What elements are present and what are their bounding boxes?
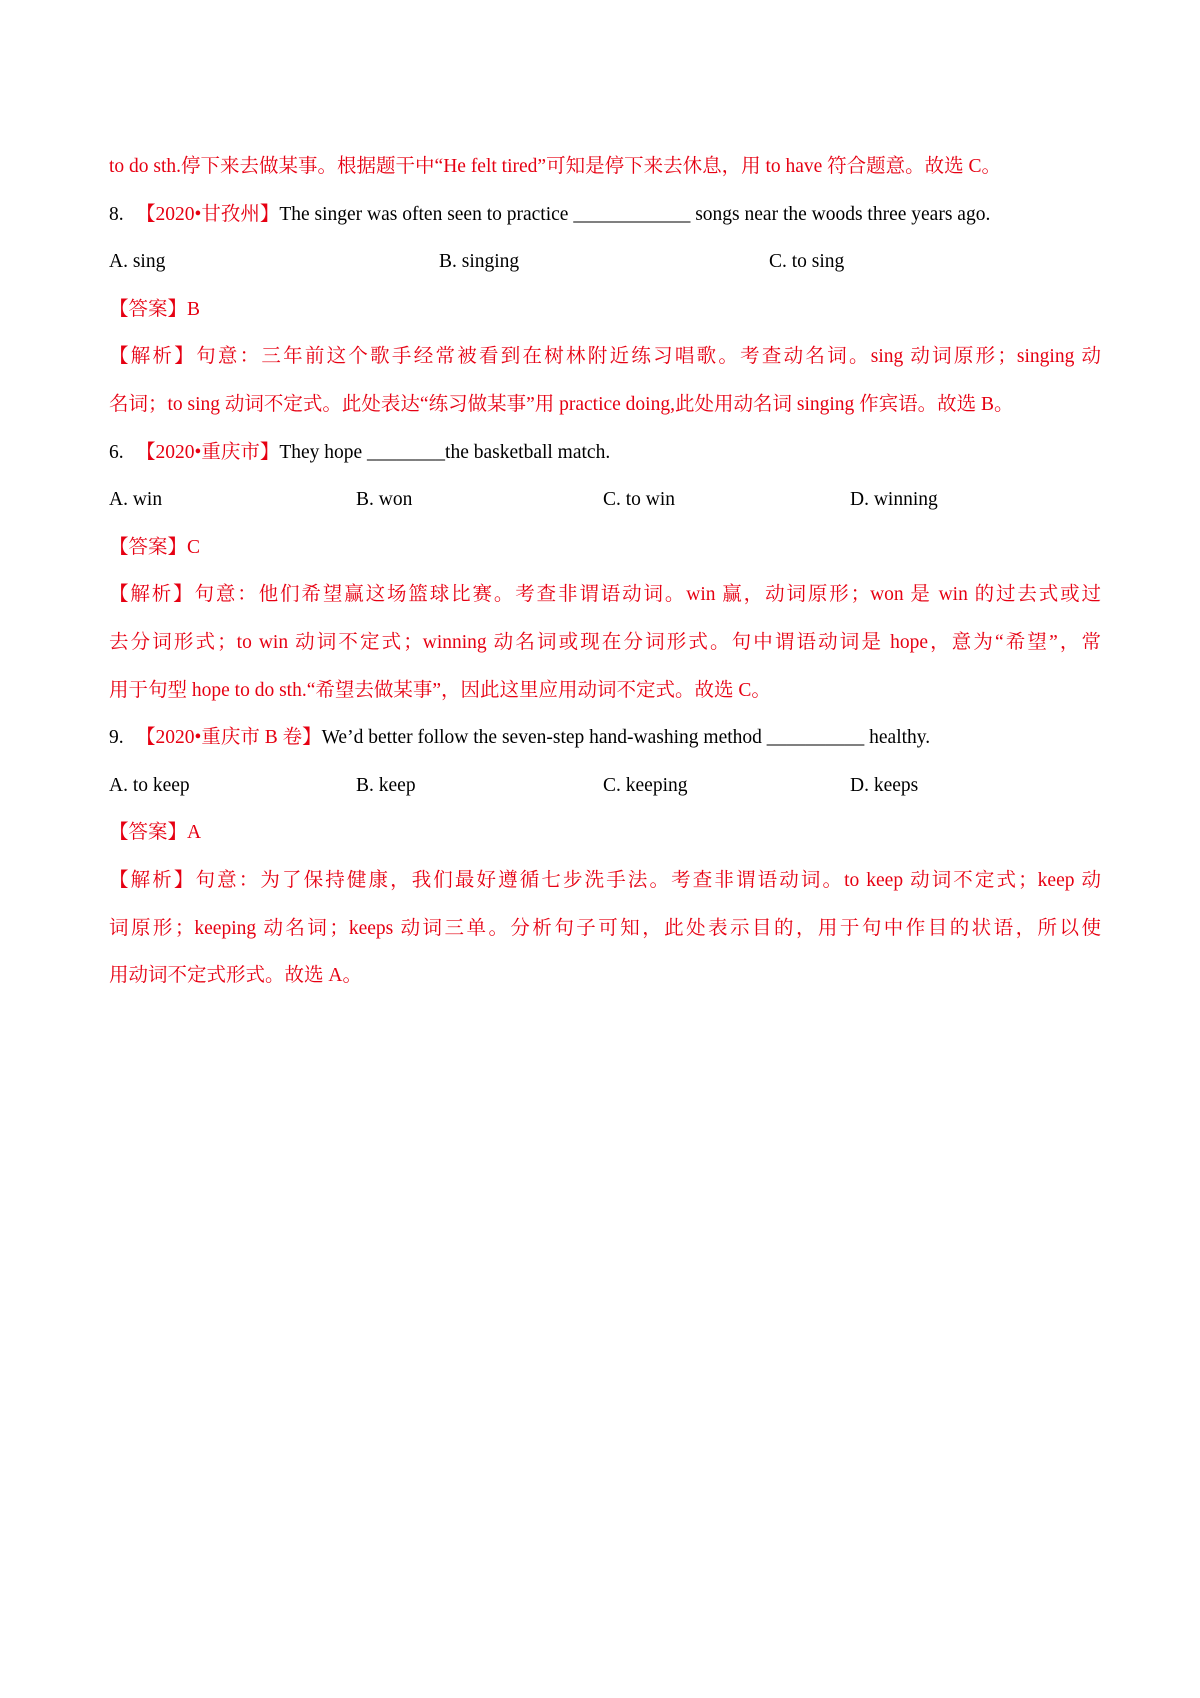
question-6-analysis-line-1 [109, 571, 1101, 619]
question-6-stem [109, 429, 1101, 477]
question-9-answer [109, 809, 1101, 857]
question-9-stem [109, 714, 1101, 762]
option-d: D. winning [850, 489, 938, 511]
question-6-analysis-line-3: 用于句型 hope to do sth.“希望去做某事”，因此这里应用动词不定式。故选 C。 [109, 679, 771, 701]
option-b: B. singing [439, 251, 520, 273]
question-number: 8. [109, 203, 124, 225]
option-d: D. keeps [850, 774, 919, 796]
question-number: 6. [109, 441, 124, 463]
answer-value: A [187, 822, 202, 844]
question-6-options [109, 476, 1101, 524]
question-9-analysis-line-1 [109, 857, 1101, 905]
question-9-analysis-line-2: 词原形；keeping 动名词；keeps 动词三单。分析句子可知，此处表示目的，用于句中作目的状语，所以使 [109, 917, 1101, 939]
question-text: The singer was often seen to practice ____________ songs near the woods three years ago. [279, 203, 991, 225]
analysis-text: 句意：他们希望赢这场篮球比赛。考查非谓语动词。win 赢，动词原形；won 是 win 的过去式或过 [194, 584, 1101, 606]
question-9-options [109, 762, 1101, 810]
question-8-stem [109, 191, 1101, 239]
question-number: 9. [109, 727, 124, 749]
question-source: 【2020•甘孜州】 [136, 203, 280, 225]
analysis-text: 句意：三年前这个歌手经常被看到在树林附近练习唱歌。考查动名词。sing 动词原形；singing 动 [196, 346, 1101, 368]
option-c: C. keeping [603, 774, 688, 796]
question-6-answer [109, 524, 1101, 572]
question-text: We’d better follow the seven-step hand-washing method __________ healthy. [321, 727, 931, 749]
option-a: A. win [109, 489, 163, 511]
question-source: 【2020•重庆市 B 卷】 [136, 727, 322, 749]
question-8-analysis-line-1 [109, 333, 1101, 381]
option-b: B. keep [356, 774, 416, 796]
question-9-analysis-line-3: 用动词不定式形式。故选 A。 [109, 965, 362, 987]
analysis-label: 【解析】 [109, 584, 195, 606]
answer-value: C [187, 536, 201, 558]
option-b: B. won [356, 489, 413, 511]
analysis-label: 【解析】 [109, 346, 197, 368]
document-page [109, 143, 1101, 1000]
analysis-label: 【解析】 [109, 869, 196, 891]
question-8-analysis-line-2: 名词；to sing 动词不定式。此处表达“练习做某事”用 practice doing,此处用动名词 singing 作宾语。故选 B。 [109, 393, 1014, 415]
answer-value: B [187, 298, 201, 320]
option-a: A. sing [109, 251, 166, 273]
question-source: 【2020•重庆市】 [136, 441, 280, 463]
answer-label: 【答案】 [109, 822, 188, 844]
question-text: They hope ________the basketball match. [279, 441, 611, 463]
analysis-text: 句意：为了保持健康，我们最好遵循七步洗手法。考查非谓语动词。to keep 动词不定式；keep 动 [195, 869, 1101, 891]
previous-analysis-continuation: to do sth.停下来去做某事。根据题干中“He felt tired”可知是停下来去休息，用 to have 符合题意。故选 C。 [109, 156, 1002, 177]
question-8-options [109, 238, 1101, 286]
answer-label: 【答案】 [109, 536, 188, 558]
question-8-answer [109, 286, 1101, 334]
option-c: C. to sing [769, 251, 845, 273]
option-c: C. to win [603, 489, 676, 511]
question-6-analysis-line-2: 去分词形式；to win 动词不定式；winning 动名词或现在分词形式。句中谓语动词是 hope，意为“希望”，常 [109, 631, 1101, 653]
option-a: A. to keep [109, 774, 190, 796]
answer-label: 【答案】 [109, 298, 188, 320]
